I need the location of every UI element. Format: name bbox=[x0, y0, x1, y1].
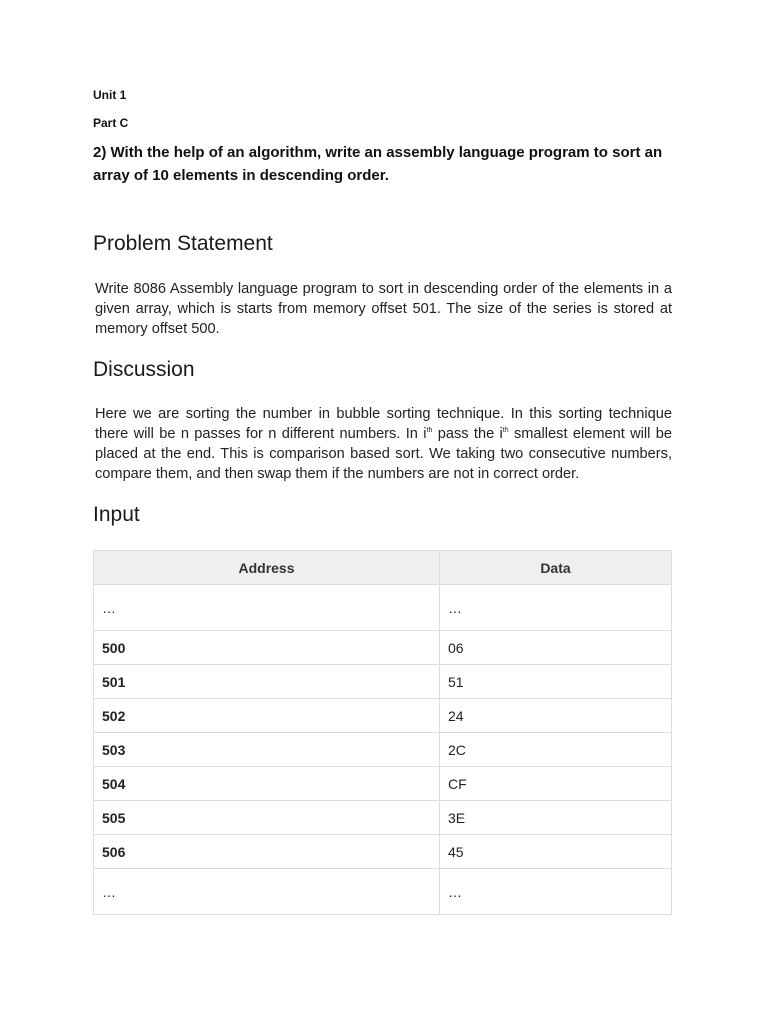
address-cell: 500 bbox=[94, 631, 440, 665]
superscript-th-1: th bbox=[426, 427, 433, 434]
address-cell: … bbox=[94, 585, 440, 631]
unit-label: Unit 1 bbox=[93, 88, 127, 102]
question-text: 2) With the help of an algorithm, write an assembly language program to sort an array of 10 elements in descending order. bbox=[93, 144, 663, 184]
address-cell: 505 bbox=[94, 801, 440, 835]
input-table bbox=[93, 550, 672, 915]
superscript-th-2: th bbox=[502, 427, 509, 434]
data-cell: 51 bbox=[440, 665, 672, 699]
discussion-text bbox=[95, 404, 672, 484]
part-label: Part C bbox=[93, 116, 129, 130]
table-row bbox=[94, 585, 672, 631]
table-row bbox=[94, 835, 672, 869]
address-cell: 501 bbox=[94, 665, 440, 699]
discussion-text-part-2: pass the i bbox=[432, 426, 503, 442]
table-row bbox=[94, 869, 672, 915]
address-cell: … bbox=[94, 869, 440, 915]
problem-statement-heading: Problem Statement bbox=[93, 232, 273, 255]
data-cell: 24 bbox=[440, 699, 672, 733]
data-cell: 3E bbox=[440, 801, 672, 835]
column-header-address: Address bbox=[94, 551, 440, 585]
data-cell: 2C bbox=[440, 733, 672, 767]
column-header-data: Data bbox=[440, 551, 672, 585]
address-cell: 503 bbox=[94, 733, 440, 767]
discussion-text-part-1: Here we are sorting the number in bubble sorting technique. In this sorting technique there will be n passes for n different numbers. In i bbox=[95, 406, 672, 442]
problem-statement-text: Write 8086 Assembly language program to sort in descending order of the elements in a given array, which is starts from memory offset 501. The size of the series is stored at memory offset 500. bbox=[95, 281, 672, 337]
table-row bbox=[94, 631, 672, 665]
data-cell: 45 bbox=[440, 835, 672, 869]
table-row bbox=[94, 801, 672, 835]
table-row bbox=[94, 699, 672, 733]
table-row bbox=[94, 733, 672, 767]
data-cell: 06 bbox=[440, 631, 672, 665]
discussion-heading: Discussion bbox=[93, 358, 195, 381]
table-header-row bbox=[94, 551, 672, 585]
data-cell: … bbox=[440, 869, 672, 915]
discussion-text-part-3: smallest element will be placed at the end. This is comparison based sort. We taking two consecutive numbers, compare them, and then swap them if the numbers are not in correct order. bbox=[95, 426, 672, 482]
address-cell: 506 bbox=[94, 835, 440, 869]
data-cell: CF bbox=[440, 767, 672, 801]
data-cell: … bbox=[440, 585, 672, 631]
address-cell: 504 bbox=[94, 767, 440, 801]
table-row bbox=[94, 767, 672, 801]
table-row bbox=[94, 665, 672, 699]
input-heading: Input bbox=[93, 503, 140, 526]
address-cell: 502 bbox=[94, 699, 440, 733]
